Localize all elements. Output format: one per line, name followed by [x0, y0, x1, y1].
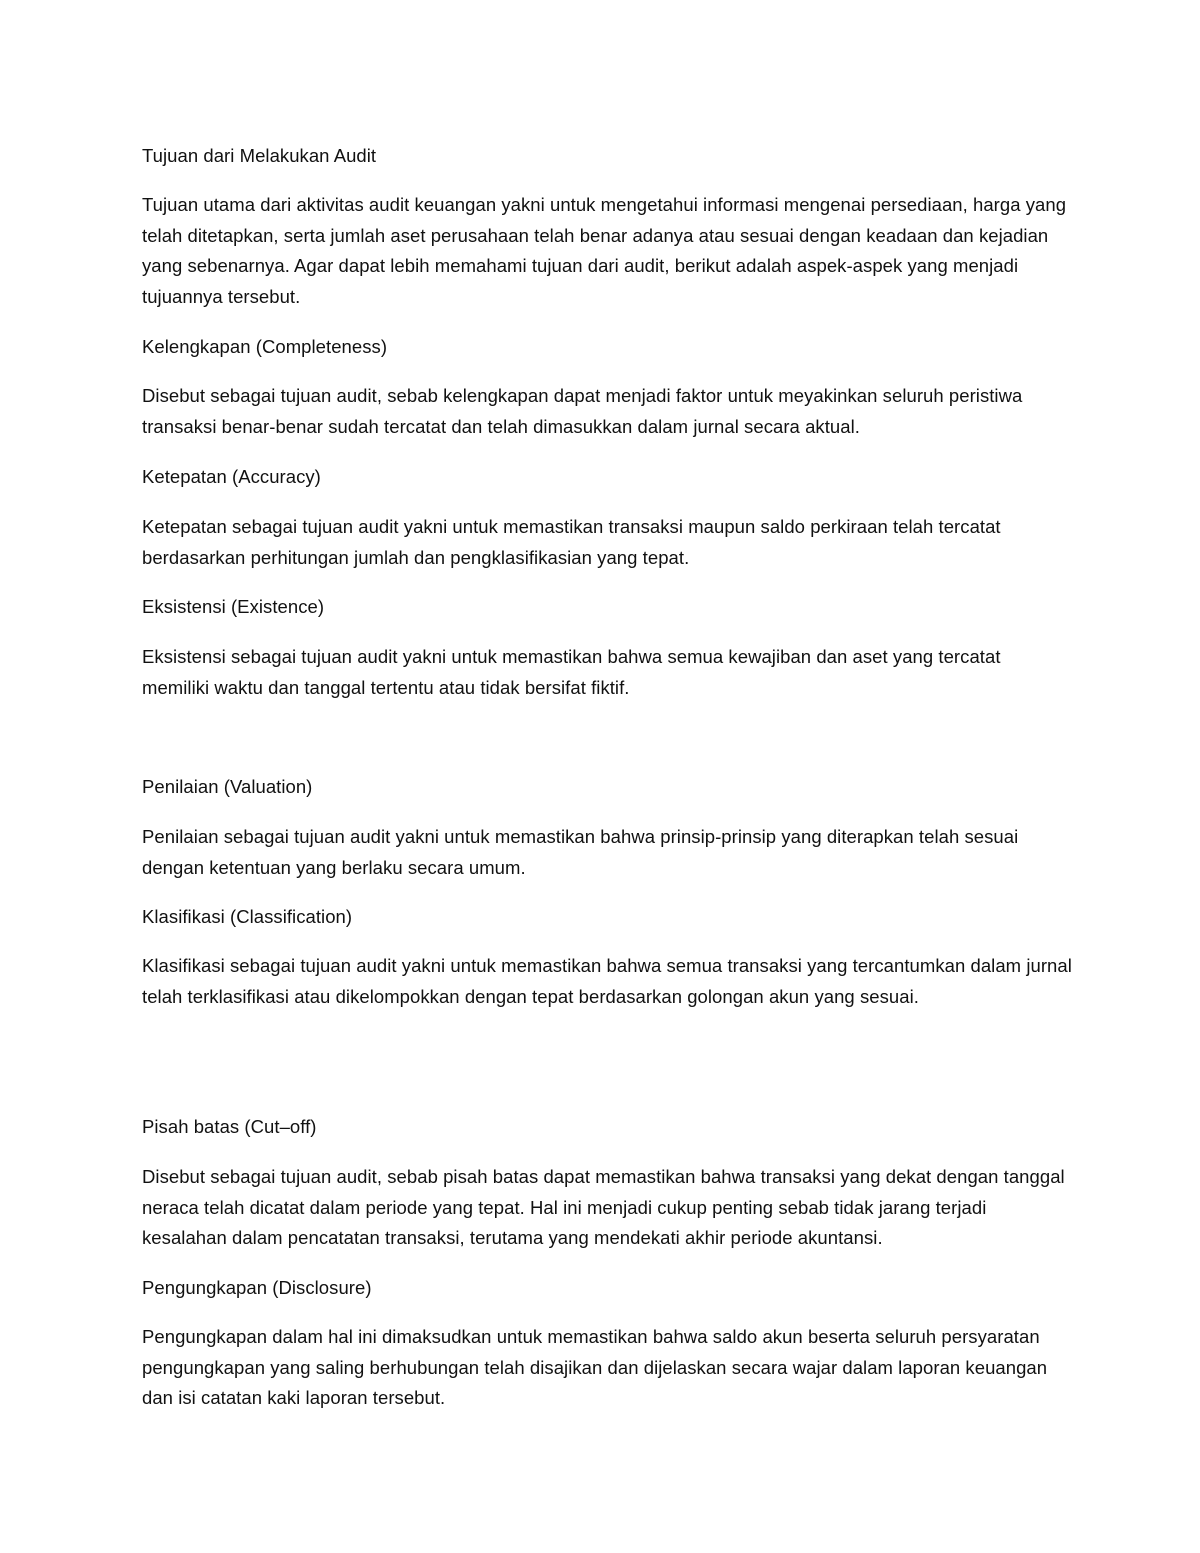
- section-heading-cutoff: Pisah batas (Cut–off): [142, 1116, 317, 1137]
- section-heading-valuation: Penilaian (Valuation): [142, 776, 313, 797]
- section-heading-completeness: Kelengkapan (Completeness): [142, 336, 388, 357]
- intro-paragraph: Tujuan utama dari aktivitas audit keuangan yakni untuk mengetahui informasi mengenai persediaan, harga yang telah ditetapkan, serta jumlah aset perusahaan telah benar adanya atau sesuai dengan keadaan dan kejadian yang sebenarnya. Agar dapat lebih memahami tujuan dari audit, berikut adalah aspek-aspek yang menjadi tujuannya tersebut.: [142, 194, 1067, 307]
- section-body-classification: Klasifikasi sebagai tujuan audit yakni untuk memastikan bahwa semua transaksi yang tercantumkan dalam jurnal telah terklasifikasi atau dikelompokkan dengan tepat berdasarkan golongan akun yang sesuai.: [142, 955, 1072, 1007]
- section-body-valuation: Penilaian sebagai tujuan audit yakni untuk memastikan bahwa prinsip-prinsip yang diterapkan telah sesuai dengan ketentuan yang berlaku secara umum.: [142, 826, 1019, 878]
- section-body-disclosure: Pengungkapan dalam hal ini dimaksudkan untuk memastikan bahwa saldo akun beserta seluruh persyaratan pengungkapan yang saling berhubungan telah disajikan dan dijelaskan secara wajar dalam laporan keuangan dan isi catatan kaki laporan tersebut.: [142, 1326, 1048, 1408]
- section-body-cutoff: Disebut sebagai tujuan audit, sebab pisah batas dapat memastikan bahwa transaksi yang dekat dengan tanggal neraca telah dicatat dalam periode yang tepat. Hal ini menjadi cukup penting sebab tidak jarang terjadi kesalahan dalam pencatatan transaksi, terutama yang mendekati akhir periode akuntansi.: [142, 1166, 1065, 1248]
- section-heading-existence: Eksistensi (Existence): [142, 596, 325, 617]
- section-body-existence: Eksistensi sebagai tujuan audit yakni untuk memastikan bahwa semua kewajiban dan aset yang tercatat memiliki waktu dan tanggal tertentu atau tidak bersifat fiktif.: [142, 646, 1001, 698]
- document-title: Tujuan dari Melakukan Audit: [142, 145, 377, 166]
- section-heading-accuracy: Ketepatan (Accuracy): [142, 466, 321, 487]
- section-heading-disclosure: Pengungkapan (Disclosure): [142, 1277, 372, 1298]
- section-heading-classification: Klasifikasi (Classification): [142, 906, 353, 927]
- section-body-accuracy: Ketepatan sebagai tujuan audit yakni untuk memastikan transaksi maupun saldo perkiraan telah tercatat berdasarkan perhitungan jumlah dan pengklasifikasian yang tepat.: [142, 516, 1001, 568]
- section-body-completeness: Disebut sebagai tujuan audit, sebab kelengkapan dapat menjadi faktor untuk meyakinkan seluruh peristiwa transaksi benar-benar sudah tercatat dan telah dimasukkan dalam jurnal secara aktual.: [142, 385, 1023, 437]
